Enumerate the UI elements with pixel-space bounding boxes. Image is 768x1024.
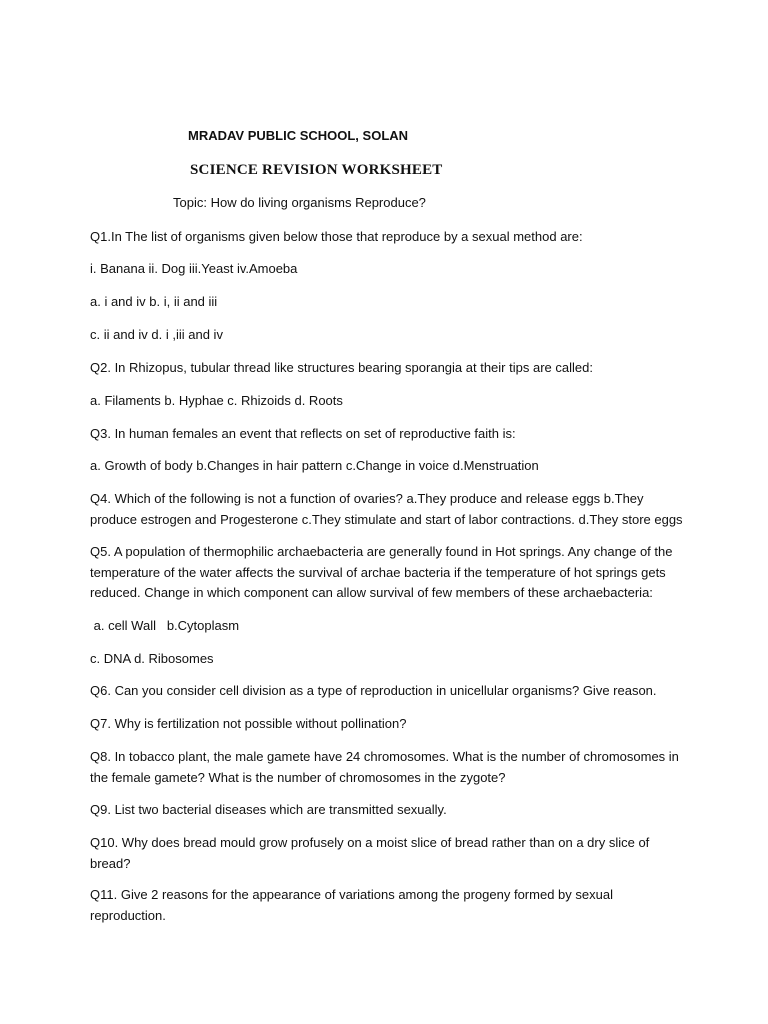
question-7: Q7. Why is fertilization not possible without pollination? (90, 716, 407, 731)
question-2: Q2. In Rhizopus, tubular thread like structures bearing sporangia at their tips are called: (90, 360, 593, 375)
question-9: Q9. List two bacterial diseases which are transmitted sexually. (90, 802, 447, 817)
topic-line: Topic: How do living organisms Reproduce? (173, 195, 426, 210)
question-1-items: i. Banana ii. Dog iii.Yeast iv.Amoeba (90, 261, 298, 276)
school-name: MRADAV PUBLIC SCHOOL, SOLAN (188, 128, 409, 143)
question-3-options: a. Growth of body b.Changes in hair pattern c.Change in voice d.Menstruation (90, 458, 539, 473)
question-1-options-cd: c. ii and iv d. i ,iii and iv (90, 327, 223, 342)
question-1-options-ab: a. i and iv b. i, ii and iii (90, 294, 218, 309)
question-4: Q4. Which of the following is not a function of ovaries? a.They produce and release eggs b.They produce estrogen and Progesterone c.They stimulate and start of labor contractions. d.They store eggs (90, 491, 683, 527)
question-11: Q11. Give 2 reasons for the appearance of variations among the progeny formed by sexual reproduction. (90, 887, 613, 923)
question-5: Q5. A population of thermophilic archaebacteria are generally found in Hot springs. Any change of the temperature of the water affects the survival of archae bacteria if the temperature of hot springs gets reduced. Change in which component can allow survival of few members of these archaebacteria: (90, 544, 673, 600)
question-2-options: a. Filaments b. Hyphae c. Rhizoids d. Roots (90, 393, 343, 408)
question-8: Q8. In tobacco plant, the male gamete have 24 chromosomes. What is the number of chromosomes in the female gamete? What is the number of chromosomes in the zygote? (90, 749, 679, 785)
question-5-options-cd: c. DNA d. Ribosomes (90, 651, 214, 666)
question-6: Q6. Can you consider cell division as a type of reproduction in unicellular organisms? Give reason. (90, 683, 657, 698)
worksheet-title: SCIENCE REVISION WORKSHEET (190, 162, 443, 178)
question-10: Q10. Why does bread mould grow profusely on a moist slice of bread rather than on a dry slice of bread? (90, 835, 650, 871)
question-5-options-ab: a. cell Wall b.Cytoplasm (90, 618, 240, 633)
question-3: Q3. In human females an event that reflects on set of reproductive faith is: (90, 426, 516, 441)
question-1: Q1.In The list of organisms given below those that reproduce by a sexual method are: (90, 229, 583, 244)
